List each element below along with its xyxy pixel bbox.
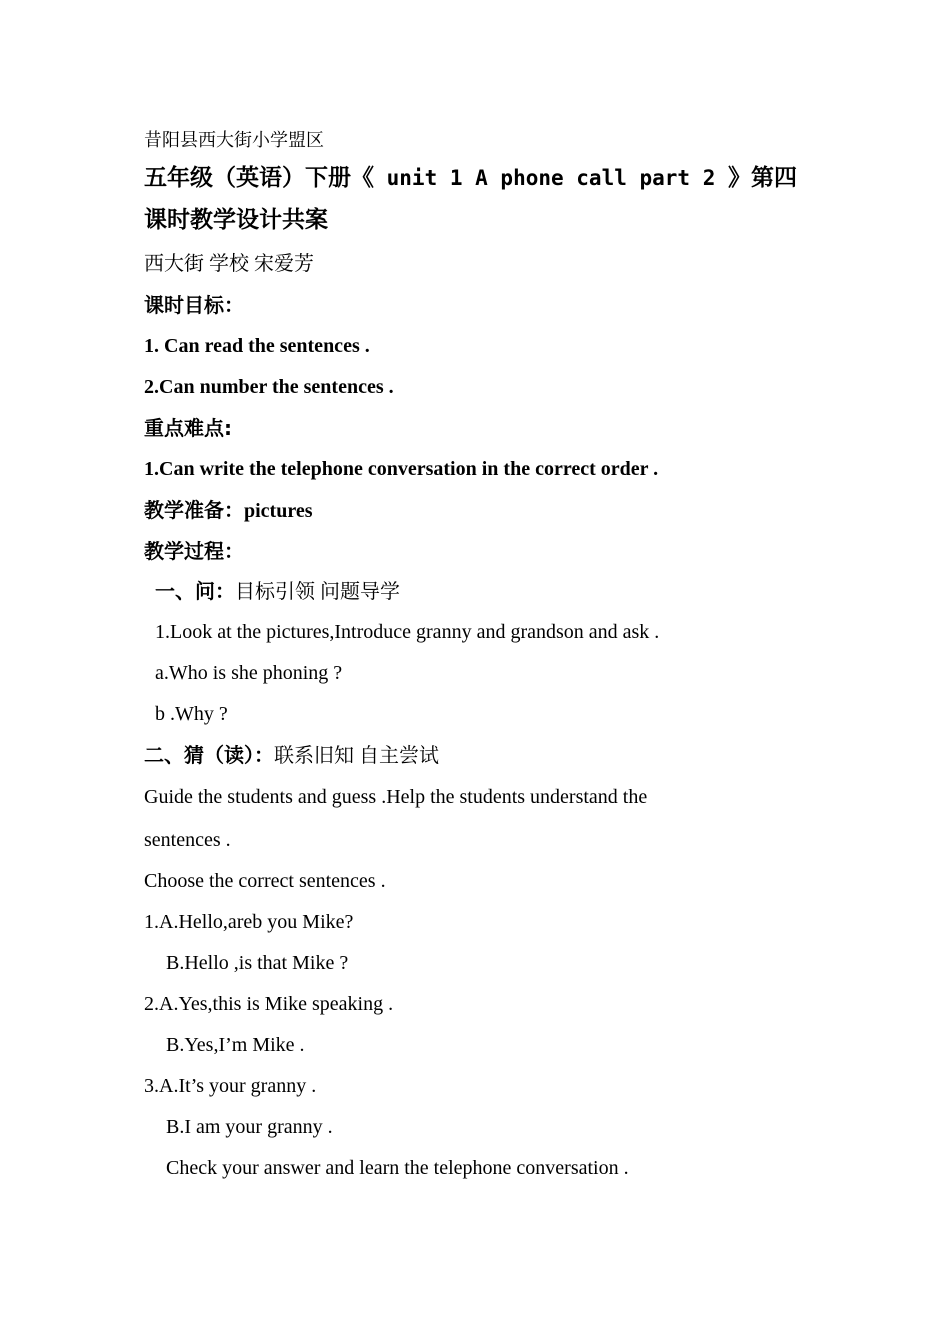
question-option: B.I am your granny . — [166, 1116, 333, 1138]
title-unit: unit 1 A phone call part 2 — [374, 166, 729, 190]
title-suffix: 》第四 — [728, 165, 798, 191]
author-line: 西大街 学校 宋爱芳 — [144, 253, 314, 275]
step-1-heading — [155, 577, 400, 606]
school-area: 昔阳县西大街小学盟区 — [144, 130, 324, 150]
goals-heading: 课时目标： — [144, 293, 244, 317]
process-heading: 教学过程： — [144, 539, 244, 563]
question-option: 3.A.It’s your granny . — [144, 1075, 317, 1097]
key-point-item: 1.Can write the telephone conversation in the correct order . — [144, 458, 659, 480]
step-1-label: 一、问： — [155, 579, 235, 603]
question-option: 1.A.Hello,areb you Mike? — [144, 911, 354, 933]
guide-paragraph-line: sentences . — [144, 829, 231, 851]
step-1-text: 目标引领 问题导学 — [235, 581, 400, 603]
step-1-item: 1.Look at the pictures,Introduce granny and grandson and ask . — [155, 621, 660, 643]
key-points-heading: 重点难点: — [144, 416, 232, 440]
document-title-line-2: 课时教学设计共案 — [144, 207, 328, 233]
step-2-label: 二、猜（读）： — [144, 743, 274, 767]
preparation-value: pictures — [244, 500, 313, 522]
question-option: 2.A.Yes,this is Mike speaking . — [144, 993, 394, 1015]
goal-item: 1. Can read the sentences . — [144, 335, 370, 357]
question-option: B.Yes,I’m Mike . — [166, 1034, 305, 1056]
step-1-item: b .Why ? — [155, 703, 228, 725]
guide-paragraph-line: Guide the students and guess .Help the students understand the — [144, 786, 648, 808]
step-2-text: 联系旧知 自主尝试 — [274, 745, 439, 767]
preparation-label: 教学准备： — [144, 498, 244, 522]
preparation-line — [144, 496, 313, 525]
choose-instruction: Choose the correct sentences . — [144, 870, 386, 892]
goal-item: 2.Can number the sentences . — [144, 376, 394, 398]
step-2-heading — [144, 741, 439, 770]
document-title-line-1 — [144, 164, 797, 192]
question-option: B.Hello ,is that Mike ? — [166, 952, 349, 974]
check-instruction: Check your answer and learn the telephone conversation . — [166, 1157, 629, 1179]
title-prefix: 五年级（英语）下册《 — [144, 165, 374, 191]
step-1-item: a.Who is she phoning ? — [155, 662, 343, 684]
